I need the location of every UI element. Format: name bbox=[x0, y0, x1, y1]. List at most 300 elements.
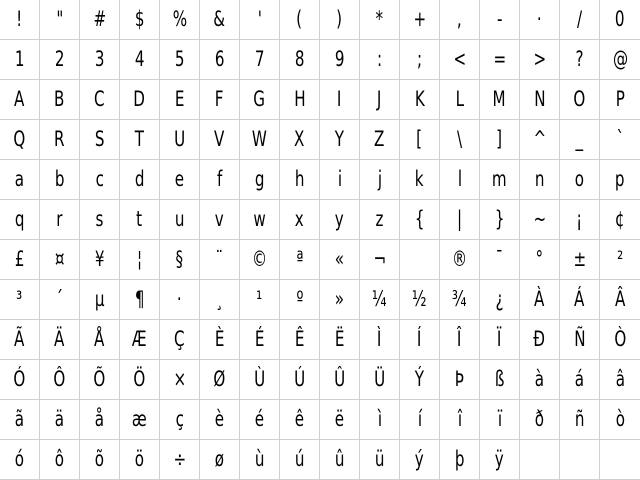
glyph-character: ± bbox=[573, 247, 586, 271]
glyph-cell[interactable] bbox=[440, 280, 480, 320]
glyph-character: ; bbox=[416, 47, 423, 71]
glyph-cell[interactable] bbox=[600, 400, 640, 440]
glyph-cell[interactable] bbox=[520, 200, 560, 240]
glyph-cell[interactable] bbox=[480, 400, 520, 440]
glyph-cell[interactable] bbox=[40, 80, 80, 120]
glyph-cell[interactable] bbox=[240, 360, 280, 400]
glyph-cell[interactable] bbox=[160, 200, 200, 240]
glyph-cell[interactable] bbox=[400, 120, 440, 160]
glyph-cell[interactable] bbox=[320, 0, 360, 40]
glyph-cell[interactable] bbox=[320, 120, 360, 160]
glyph-character: ² bbox=[616, 247, 624, 271]
glyph-cell[interactable] bbox=[440, 360, 480, 400]
glyph-character: Ë bbox=[334, 327, 345, 351]
glyph-character: ° bbox=[535, 247, 544, 271]
glyph-cell[interactable] bbox=[80, 320, 120, 360]
glyph-character: $ bbox=[134, 7, 145, 31]
glyph-cell[interactable] bbox=[480, 40, 520, 80]
glyph-cell[interactable] bbox=[480, 200, 520, 240]
glyph-character: á bbox=[574, 367, 585, 391]
glyph-cell[interactable] bbox=[40, 160, 80, 200]
glyph-cell[interactable] bbox=[360, 320, 400, 360]
glyph-cell[interactable] bbox=[80, 400, 120, 440]
glyph-character: + bbox=[413, 7, 426, 31]
glyph-cell[interactable] bbox=[240, 40, 280, 80]
glyph-cell[interactable] bbox=[120, 160, 160, 200]
glyph-cell[interactable] bbox=[80, 280, 120, 320]
glyph-cell[interactable] bbox=[120, 440, 160, 480]
glyph-character: ý bbox=[415, 447, 424, 471]
glyph-character: Y bbox=[334, 127, 345, 151]
glyph-cell[interactable] bbox=[480, 440, 520, 480]
glyph-cell[interactable] bbox=[160, 400, 200, 440]
glyph-character: º bbox=[295, 287, 304, 311]
glyph-cell[interactable] bbox=[40, 280, 80, 320]
glyph-cell[interactable] bbox=[600, 40, 640, 80]
glyph-cell[interactable] bbox=[360, 440, 400, 480]
glyph-cell[interactable] bbox=[240, 160, 280, 200]
glyph-character: § bbox=[175, 247, 184, 271]
glyph-cell[interactable] bbox=[360, 0, 400, 40]
glyph-cell[interactable] bbox=[360, 240, 400, 280]
glyph-character: { bbox=[414, 207, 425, 231]
glyph-character: ] bbox=[496, 127, 503, 151]
glyph-character: B bbox=[54, 87, 65, 111]
glyph-character: % bbox=[172, 7, 187, 31]
glyph-character: M bbox=[492, 87, 507, 111]
glyph-character: Ê bbox=[294, 327, 305, 351]
glyph-cell[interactable] bbox=[360, 120, 400, 160]
glyph-cell[interactable] bbox=[600, 200, 640, 240]
glyph-cell[interactable] bbox=[0, 240, 40, 280]
glyph-cell[interactable] bbox=[600, 360, 640, 400]
glyph-cell[interactable] bbox=[560, 0, 600, 40]
glyph-character: } bbox=[494, 207, 505, 231]
glyph-cell[interactable] bbox=[440, 200, 480, 240]
glyph-cell[interactable] bbox=[560, 360, 600, 400]
glyph-cell[interactable] bbox=[280, 0, 320, 40]
glyph-cell[interactable] bbox=[40, 360, 80, 400]
glyph-character: ¯ bbox=[495, 247, 504, 271]
glyph-cell[interactable] bbox=[560, 200, 600, 240]
glyph-character: n bbox=[534, 167, 545, 191]
glyph-cell[interactable] bbox=[480, 0, 520, 40]
glyph-cell[interactable] bbox=[80, 240, 120, 280]
glyph-cell[interactable] bbox=[360, 80, 400, 120]
glyph-character: ü bbox=[374, 447, 385, 471]
glyph-cell[interactable] bbox=[80, 40, 120, 80]
glyph-cell[interactable] bbox=[360, 160, 400, 200]
glyph-character: X bbox=[294, 127, 305, 151]
glyph-cell[interactable] bbox=[240, 440, 280, 480]
glyph-character: ¾ bbox=[452, 287, 467, 311]
glyph-cell[interactable] bbox=[0, 160, 40, 200]
glyph-character: ¥ bbox=[94, 247, 105, 271]
glyph-cell[interactable] bbox=[480, 280, 520, 320]
glyph-character: j bbox=[377, 167, 382, 191]
glyph-cell[interactable] bbox=[80, 440, 120, 480]
glyph-cell[interactable] bbox=[400, 40, 440, 80]
glyph-character: ) bbox=[336, 7, 343, 31]
glyph-cell[interactable] bbox=[0, 40, 40, 80]
glyph-character: k bbox=[415, 167, 424, 191]
glyph-character: õ bbox=[94, 447, 105, 471]
glyph-cell[interactable] bbox=[120, 360, 160, 400]
glyph-cell[interactable] bbox=[400, 240, 440, 280]
glyph-cell[interactable] bbox=[160, 240, 200, 280]
glyph-cell[interactable] bbox=[520, 240, 560, 280]
glyph-character: 2 bbox=[54, 47, 65, 71]
glyph-cell[interactable] bbox=[560, 240, 600, 280]
glyph-character: ® bbox=[451, 247, 468, 271]
glyph-cell[interactable] bbox=[40, 400, 80, 440]
glyph-character: ´ bbox=[55, 287, 64, 311]
glyph-character: @ bbox=[612, 47, 628, 71]
glyph-cell[interactable] bbox=[400, 280, 440, 320]
glyph-cell[interactable] bbox=[560, 400, 600, 440]
glyph-cell[interactable] bbox=[360, 200, 400, 240]
glyph-cell[interactable] bbox=[600, 0, 640, 40]
glyph-cell[interactable] bbox=[320, 160, 360, 200]
glyph-cell[interactable] bbox=[520, 160, 560, 200]
glyph-cell[interactable] bbox=[240, 200, 280, 240]
glyph-character: â bbox=[615, 367, 625, 391]
glyph-cell[interactable] bbox=[120, 80, 160, 120]
glyph-cell[interactable] bbox=[120, 320, 160, 360]
glyph-cell[interactable] bbox=[0, 400, 40, 440]
glyph-cell[interactable] bbox=[0, 80, 40, 120]
glyph-cell[interactable] bbox=[520, 0, 560, 40]
glyph-cell[interactable] bbox=[520, 120, 560, 160]
glyph-character: È bbox=[214, 327, 225, 351]
glyph-cell[interactable] bbox=[440, 80, 480, 120]
glyph-cell[interactable] bbox=[320, 40, 360, 80]
glyph-cell[interactable] bbox=[400, 160, 440, 200]
glyph-cell[interactable] bbox=[200, 0, 240, 40]
glyph-character: S bbox=[94, 127, 105, 151]
glyph-character: ô bbox=[54, 447, 65, 471]
glyph-cell[interactable] bbox=[600, 440, 640, 480]
glyph-cell[interactable] bbox=[480, 80, 520, 120]
glyph-cell[interactable] bbox=[160, 0, 200, 40]
glyph-cell[interactable] bbox=[40, 200, 80, 240]
glyph-character: > bbox=[533, 47, 546, 71]
glyph-character: © bbox=[251, 247, 268, 271]
glyph-cell[interactable] bbox=[440, 120, 480, 160]
glyph-character: · bbox=[537, 7, 542, 31]
glyph-cell[interactable] bbox=[480, 360, 520, 400]
glyph-character: m bbox=[492, 167, 507, 191]
glyph-character: É bbox=[254, 327, 265, 351]
glyph-character: I bbox=[337, 87, 342, 111]
glyph-cell[interactable] bbox=[480, 120, 520, 160]
glyph-cell[interactable] bbox=[520, 440, 560, 480]
glyph-cell[interactable] bbox=[240, 400, 280, 440]
glyph-cell[interactable] bbox=[200, 80, 240, 120]
glyph-cell[interactable] bbox=[400, 360, 440, 400]
glyph-character: ! bbox=[16, 7, 23, 31]
glyph-cell[interactable] bbox=[280, 200, 320, 240]
glyph-cell[interactable] bbox=[520, 360, 560, 400]
glyph-cell[interactable] bbox=[280, 320, 320, 360]
glyph-cell[interactable] bbox=[120, 400, 160, 440]
glyph-cell[interactable] bbox=[160, 80, 200, 120]
glyph-cell[interactable] bbox=[320, 280, 360, 320]
glyph-character: J bbox=[377, 87, 382, 111]
glyph-cell[interactable] bbox=[240, 0, 280, 40]
glyph-character: r bbox=[56, 207, 63, 231]
glyph-cell[interactable] bbox=[480, 320, 520, 360]
glyph-cell[interactable] bbox=[320, 400, 360, 440]
glyph-character: ø bbox=[214, 447, 225, 471]
glyph-cell[interactable] bbox=[200, 320, 240, 360]
glyph-character: ' bbox=[257, 7, 262, 31]
glyph-character: ã bbox=[14, 407, 25, 431]
glyph-character: » bbox=[334, 287, 345, 311]
glyph-cell[interactable] bbox=[280, 280, 320, 320]
glyph-character: 0 bbox=[615, 7, 625, 31]
glyph-character: T bbox=[134, 127, 145, 151]
glyph-cell[interactable] bbox=[200, 40, 240, 80]
glyph-cell[interactable] bbox=[80, 0, 120, 40]
glyph-character: Ù bbox=[253, 367, 266, 391]
glyph-cell[interactable] bbox=[520, 280, 560, 320]
glyph-character: t bbox=[136, 207, 143, 231]
glyph-character: \ bbox=[456, 127, 463, 151]
glyph-character: N bbox=[533, 87, 546, 111]
glyph-character: V bbox=[214, 127, 225, 151]
glyph-character: O bbox=[573, 87, 586, 111]
glyph-cell[interactable] bbox=[600, 240, 640, 280]
glyph-cell[interactable] bbox=[280, 120, 320, 160]
glyph-character: Q bbox=[13, 127, 26, 151]
glyph-cell[interactable] bbox=[0, 0, 40, 40]
glyph-character: þ bbox=[454, 447, 465, 471]
glyph-cell[interactable] bbox=[320, 360, 360, 400]
glyph-cell[interactable] bbox=[440, 320, 480, 360]
glyph-cell[interactable] bbox=[200, 240, 240, 280]
glyph-cell[interactable] bbox=[120, 240, 160, 280]
glyph-cell[interactable] bbox=[80, 120, 120, 160]
glyph-cell[interactable] bbox=[560, 160, 600, 200]
glyph-character: l bbox=[457, 167, 462, 191]
glyph-cell[interactable] bbox=[160, 320, 200, 360]
glyph-character: ò bbox=[615, 407, 625, 431]
glyph-cell[interactable] bbox=[160, 360, 200, 400]
glyph-character: Ø bbox=[213, 367, 226, 391]
glyph-character: ^ bbox=[533, 127, 546, 151]
glyph-cell[interactable] bbox=[160, 440, 200, 480]
glyph-cell[interactable] bbox=[240, 320, 280, 360]
glyph-character: G bbox=[253, 87, 266, 111]
glyph-cell[interactable] bbox=[480, 160, 520, 200]
glyph-cell[interactable] bbox=[280, 160, 320, 200]
glyph-cell[interactable] bbox=[40, 240, 80, 280]
glyph-cell[interactable] bbox=[280, 440, 320, 480]
glyph-character: D bbox=[133, 87, 146, 111]
glyph-cell[interactable] bbox=[560, 40, 600, 80]
glyph-cell[interactable] bbox=[280, 40, 320, 80]
glyph-character: ù bbox=[254, 447, 265, 471]
glyph-cell[interactable] bbox=[560, 280, 600, 320]
glyph-character: Á bbox=[574, 287, 585, 311]
glyph-cell[interactable] bbox=[240, 240, 280, 280]
glyph-character: Û bbox=[333, 367, 346, 391]
glyph-cell[interactable] bbox=[40, 40, 80, 80]
glyph-cell[interactable] bbox=[320, 80, 360, 120]
glyph-cell[interactable] bbox=[560, 80, 600, 120]
glyph-cell[interactable] bbox=[400, 0, 440, 40]
glyph-cell[interactable] bbox=[240, 280, 280, 320]
glyph-cell[interactable] bbox=[600, 120, 640, 160]
glyph-cell[interactable] bbox=[280, 240, 320, 280]
glyph-cell[interactable] bbox=[0, 360, 40, 400]
glyph-cell[interactable] bbox=[360, 40, 400, 80]
glyph-cell[interactable] bbox=[120, 0, 160, 40]
glyph-character: 1 bbox=[14, 47, 25, 71]
glyph-character: A bbox=[14, 87, 25, 111]
glyph-character: P bbox=[615, 87, 625, 111]
glyph-cell[interactable] bbox=[40, 440, 80, 480]
glyph-cell[interactable] bbox=[360, 280, 400, 320]
glyph-cell[interactable] bbox=[80, 200, 120, 240]
glyph-character: æ bbox=[132, 407, 147, 431]
glyph-cell[interactable] bbox=[200, 160, 240, 200]
glyph-cell[interactable] bbox=[160, 40, 200, 80]
glyph-character: 6 bbox=[214, 47, 225, 71]
glyph-cell[interactable] bbox=[320, 320, 360, 360]
glyph-cell[interactable] bbox=[120, 280, 160, 320]
glyph-cell[interactable] bbox=[240, 120, 280, 160]
glyph-cell[interactable] bbox=[600, 160, 640, 200]
glyph-character: : bbox=[376, 47, 383, 71]
glyph-cell[interactable] bbox=[400, 440, 440, 480]
glyph-cell[interactable] bbox=[440, 40, 480, 80]
glyph-cell[interactable] bbox=[360, 400, 400, 440]
glyph-character: è bbox=[214, 407, 225, 431]
glyph-cell[interactable] bbox=[200, 280, 240, 320]
glyph-cell[interactable] bbox=[80, 80, 120, 120]
glyph-character: E bbox=[174, 87, 185, 111]
glyph-character: 8 bbox=[294, 47, 305, 71]
glyph-cell[interactable] bbox=[160, 280, 200, 320]
glyph-character: £ bbox=[14, 247, 25, 271]
glyph-cell[interactable] bbox=[520, 320, 560, 360]
glyph-cell[interactable] bbox=[520, 40, 560, 80]
glyph-cell[interactable] bbox=[560, 320, 600, 360]
glyph-cell[interactable] bbox=[320, 240, 360, 280]
glyph-cell[interactable] bbox=[520, 80, 560, 120]
glyph-character: - bbox=[496, 7, 503, 31]
glyph-cell[interactable] bbox=[520, 400, 560, 440]
glyph-character: H bbox=[293, 87, 306, 111]
glyph-cell[interactable] bbox=[440, 160, 480, 200]
glyph-character: x bbox=[295, 207, 304, 231]
glyph-cell[interactable] bbox=[600, 280, 640, 320]
glyph-cell[interactable] bbox=[200, 440, 240, 480]
glyph-cell[interactable] bbox=[200, 400, 240, 440]
glyph-character: L bbox=[455, 87, 464, 111]
glyph-character: ` bbox=[616, 127, 624, 151]
glyph-cell[interactable] bbox=[0, 440, 40, 480]
glyph-character: ÿ bbox=[495, 447, 504, 471]
glyph-cell[interactable] bbox=[40, 120, 80, 160]
glyph-character: , bbox=[457, 7, 462, 31]
glyph-character: Þ bbox=[454, 367, 465, 391]
glyph-cell[interactable] bbox=[240, 80, 280, 120]
glyph-character: ¨ bbox=[215, 247, 224, 271]
glyph-cell[interactable] bbox=[560, 440, 600, 480]
glyph-character: F bbox=[215, 87, 224, 111]
glyph-character: î bbox=[457, 407, 462, 431]
glyph-character: i bbox=[337, 167, 342, 191]
glyph-cell[interactable] bbox=[200, 120, 240, 160]
glyph-cell[interactable] bbox=[80, 360, 120, 400]
glyph-cell[interactable] bbox=[0, 320, 40, 360]
glyph-character: ÷ bbox=[173, 447, 186, 471]
glyph-character: é bbox=[254, 407, 265, 431]
glyph-cell[interactable] bbox=[320, 440, 360, 480]
glyph-character: ¬ bbox=[373, 247, 386, 271]
glyph-cell[interactable] bbox=[600, 320, 640, 360]
glyph-cell[interactable] bbox=[200, 200, 240, 240]
glyph-character: ¸ bbox=[215, 287, 224, 311]
glyph-cell[interactable] bbox=[0, 200, 40, 240]
glyph-character: # bbox=[93, 7, 106, 31]
glyph-cell[interactable] bbox=[400, 400, 440, 440]
glyph-cell[interactable] bbox=[320, 200, 360, 240]
glyph-character: û bbox=[334, 447, 345, 471]
glyph-cell[interactable] bbox=[280, 360, 320, 400]
glyph-cell[interactable] bbox=[280, 400, 320, 440]
glyph-cell[interactable] bbox=[360, 360, 400, 400]
glyph-cell[interactable] bbox=[400, 80, 440, 120]
glyph-character: e bbox=[174, 167, 185, 191]
glyph-cell[interactable] bbox=[400, 200, 440, 240]
glyph-cell[interactable] bbox=[40, 320, 80, 360]
glyph-cell[interactable] bbox=[440, 400, 480, 440]
glyph-cell[interactable] bbox=[280, 80, 320, 120]
glyph-cell[interactable] bbox=[560, 120, 600, 160]
glyph-cell[interactable] bbox=[80, 160, 120, 200]
glyph-character: / bbox=[576, 7, 583, 31]
glyph-cell[interactable] bbox=[200, 360, 240, 400]
glyph-character: ¹ bbox=[256, 287, 263, 311]
glyph-cell[interactable] bbox=[440, 240, 480, 280]
glyph-character: ç bbox=[175, 407, 184, 431]
glyph-cell[interactable] bbox=[480, 240, 520, 280]
glyph-cell[interactable] bbox=[0, 280, 40, 320]
glyph-character: ö bbox=[134, 447, 145, 471]
glyph-character: < bbox=[453, 47, 466, 71]
glyph-cell[interactable] bbox=[120, 120, 160, 160]
glyph-character: o bbox=[574, 167, 585, 191]
glyph-character: 4 bbox=[134, 47, 145, 71]
glyph-cell[interactable] bbox=[600, 80, 640, 120]
glyph-cell[interactable] bbox=[40, 0, 80, 40]
glyph-cell[interactable] bbox=[120, 200, 160, 240]
glyph-cell[interactable] bbox=[400, 320, 440, 360]
glyph-cell[interactable] bbox=[160, 160, 200, 200]
glyph-cell[interactable] bbox=[440, 440, 480, 480]
glyph-cell[interactable] bbox=[120, 40, 160, 80]
glyph-cell[interactable] bbox=[160, 120, 200, 160]
glyph-character: Ð bbox=[533, 327, 546, 351]
glyph-character: Ì bbox=[377, 327, 382, 351]
glyph-cell[interactable] bbox=[0, 120, 40, 160]
glyph-cell[interactable] bbox=[440, 0, 480, 40]
glyph-character: ú bbox=[294, 447, 305, 471]
